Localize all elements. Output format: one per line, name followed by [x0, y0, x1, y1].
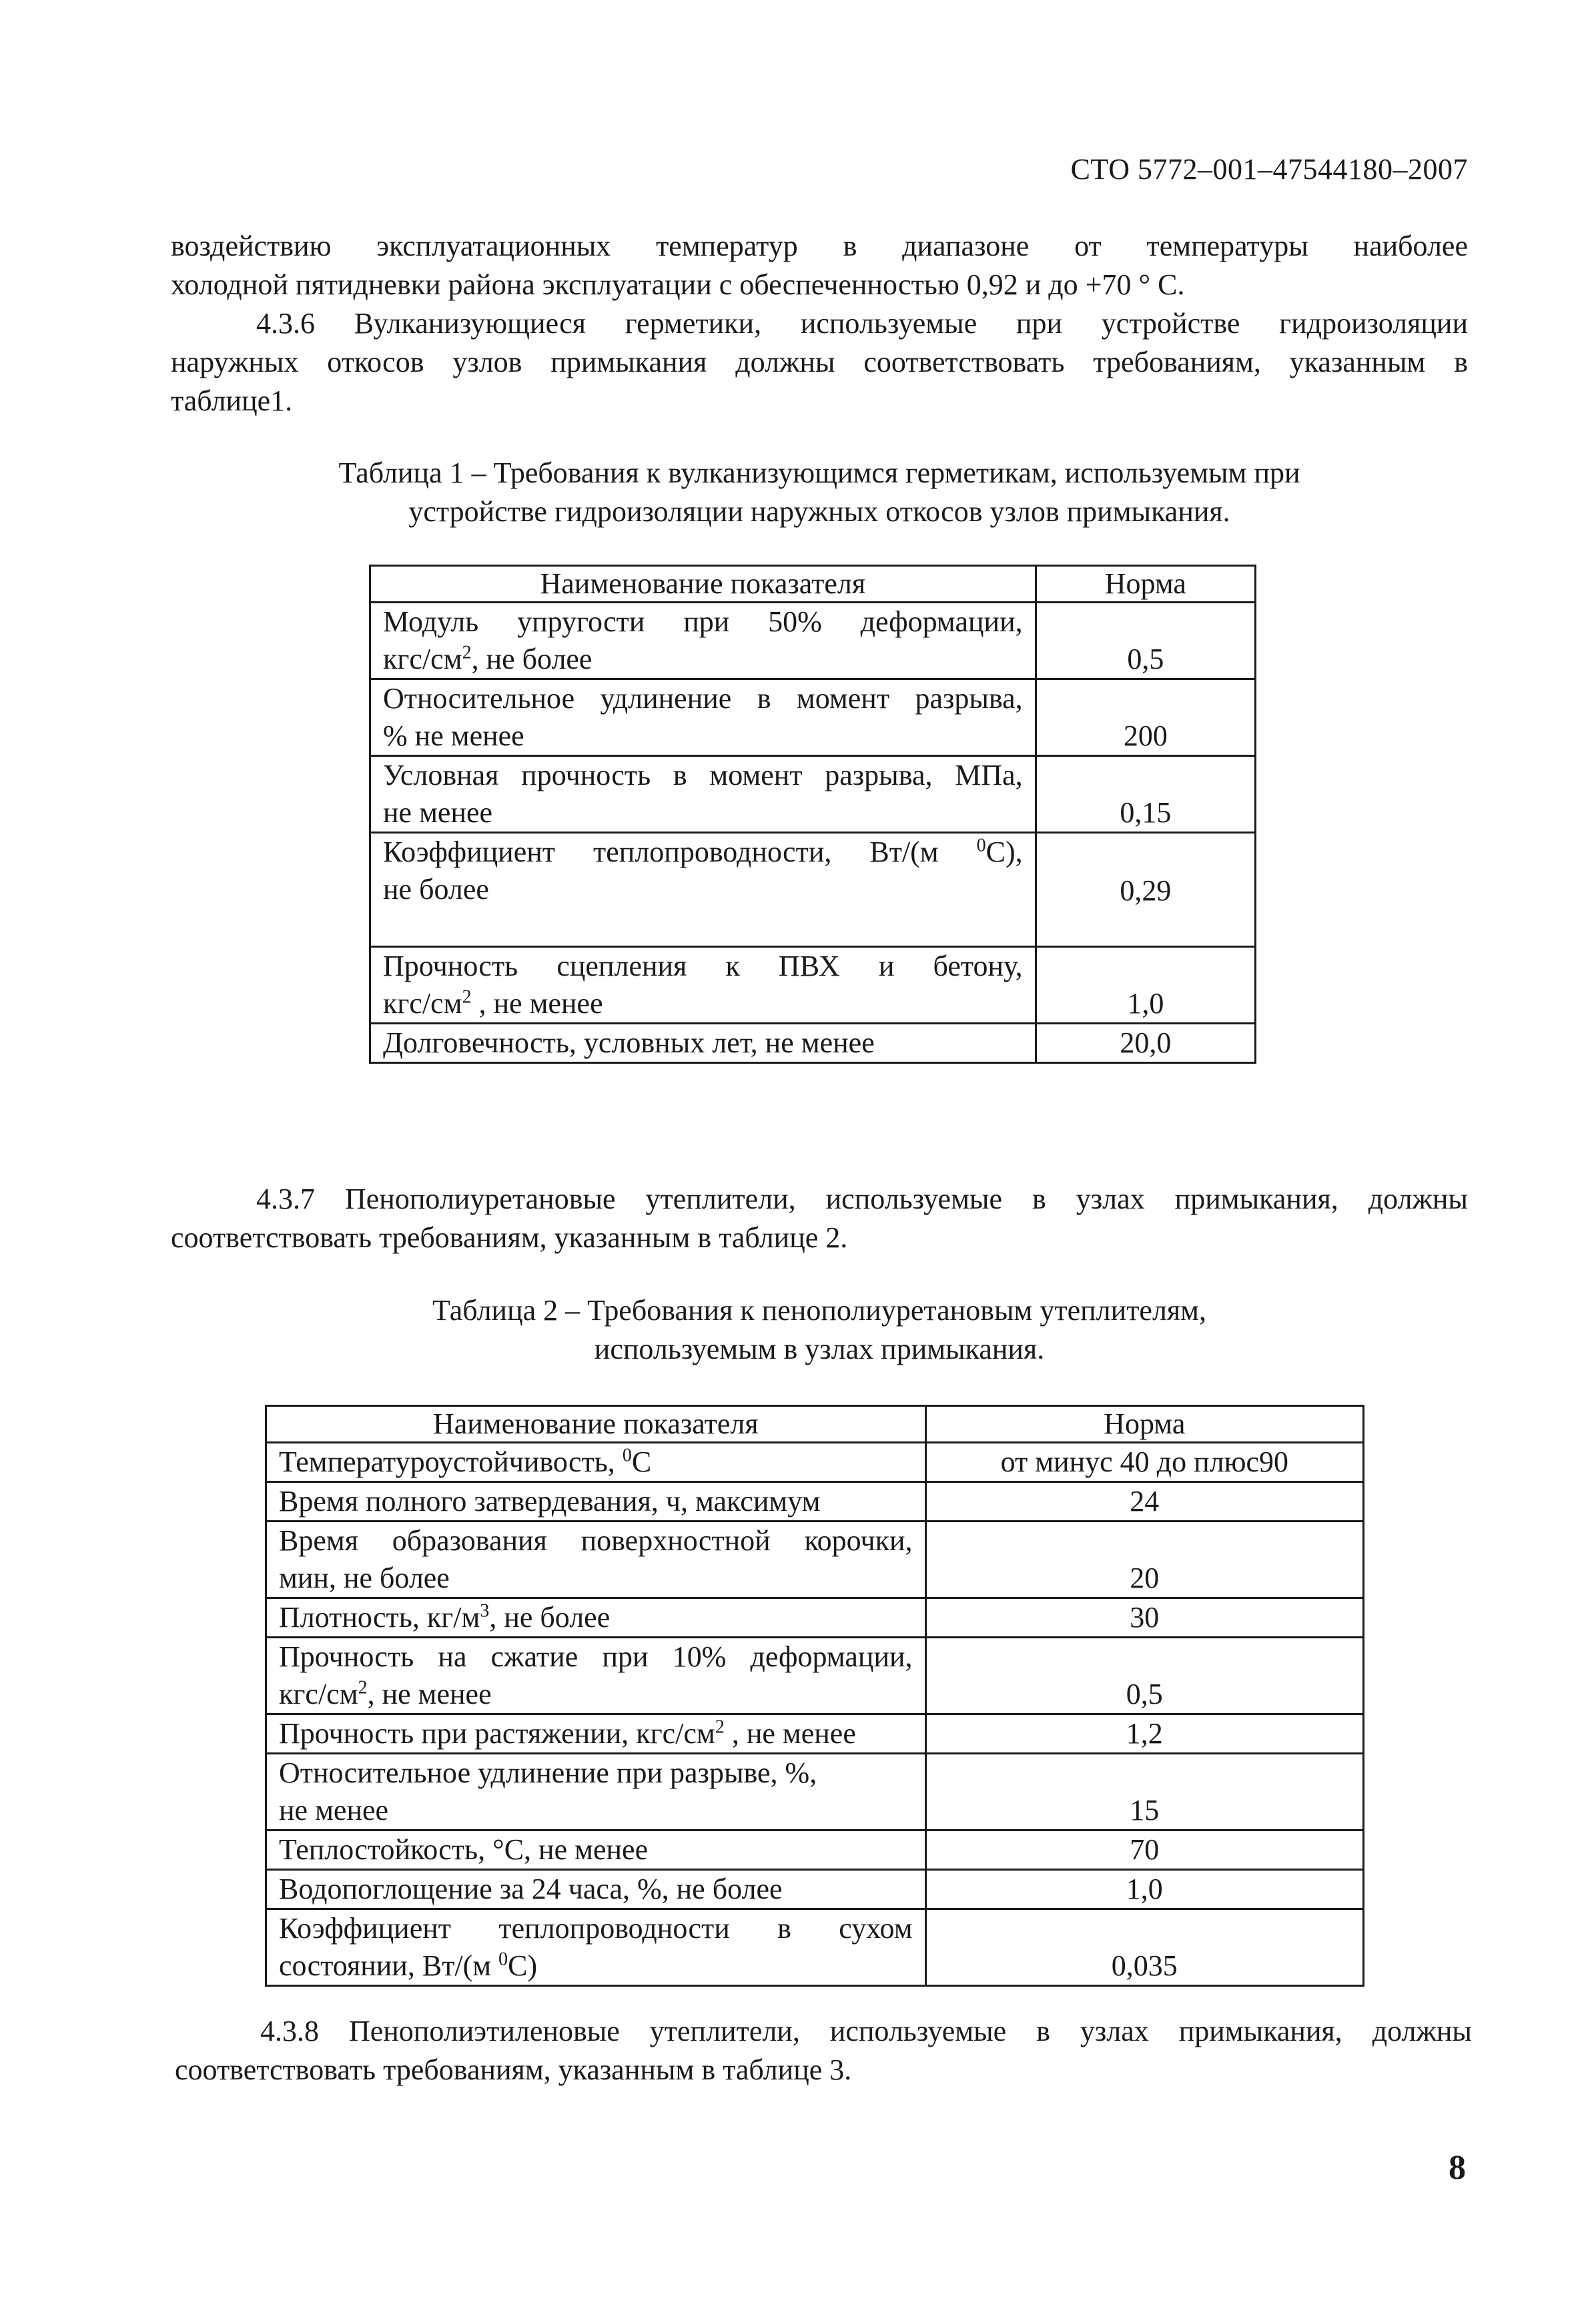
p438-line-1: 4.3.8 Пенополиэтиленовые утеплители, используемые в узлах примыкания, должны — [260, 2015, 1472, 2047]
p436-line-3: таблице1. — [171, 384, 293, 417]
p437-line-2: соответствовать требованиям, указанным в таблице 2. — [171, 1221, 848, 1254]
table2 — [265, 1405, 1364, 1987]
table2-row8-name: Теплостойкость, °С, не менее — [266, 1831, 926, 1870]
table-row — [370, 756, 1256, 833]
table-row — [266, 1638, 1364, 1714]
table-row — [266, 1443, 1364, 1482]
table-row — [266, 1522, 1364, 1598]
table2-row1-norm: от минус 40 до плюс90 — [925, 1443, 1363, 1482]
table-row — [370, 833, 1256, 947]
table1-caption — [171, 454, 1468, 531]
table1-row4-norm: 0,29 — [1036, 833, 1255, 947]
table2-row4-name: Плотность, $кг/м^3$, не более — [266, 1598, 926, 1638]
table2-row5-name: Прочность на сжатие при 10% деформации, кгс/$см^2$, не менее — [266, 1638, 926, 1714]
p436-line-2: наружных откосов узлов примыкания должны соответствовать требованиям, указанным в — [171, 346, 1468, 378]
table2-row6-name: Прочность при растяжении, кгс/$см^2$ , не менее — [266, 1714, 926, 1754]
table2-row2-name: Время полного затвердевания, ч, максимум — [266, 1482, 926, 1522]
table1-row3-norm: 0,15 — [1036, 756, 1255, 833]
table2-header-row — [266, 1406, 1364, 1443]
intro-line-1: воздействию эксплуатационных температур в диапазоне от температуры наиболее — [171, 230, 1468, 262]
table-row — [370, 1024, 1256, 1063]
p436-line-1: 4.3.6 Вулканизующиеся герметики, используемые при устройстве гидроизоляции — [256, 307, 1468, 340]
table1-row1-norm: 0,5 — [1036, 603, 1255, 679]
table2-row2-norm: 24 — [925, 1482, 1363, 1522]
table1-row6-norm: 20,0 — [1036, 1024, 1255, 1063]
table2-header-norm: Норма — [925, 1406, 1363, 1443]
paragraph-4-3-7 — [171, 1180, 1468, 1257]
table2-row3-name: Время образования поверхностной корочки, мин, не более — [266, 1522, 926, 1598]
intro-line-2: холодной пятидневки района эксплуатации с обеспеченностью 0,92 и до +70 ° С. — [171, 268, 1185, 301]
table2-row5-norm: 0,5 — [925, 1638, 1363, 1714]
table2-row10-name: Коэффициент теплопроводности в сухом состоянии, Вт/(м $^0$С) — [266, 1909, 926, 1986]
table-row — [266, 1754, 1364, 1831]
table-row — [266, 1598, 1364, 1638]
table2-row7-name: Относительное удлинение при разрыве, %, не менее — [266, 1754, 926, 1831]
table1-row1-name: Модуль упругости при 50% деформации, кгс/$см^2$, не более — [370, 603, 1036, 679]
table1-row3-name: Условная прочность в момент разрыва, МПа, не менее — [370, 756, 1036, 833]
table2-row1-name: Температуроустойчивость, $^0$С — [266, 1443, 926, 1482]
table2-header-name: Наименование показателя — [266, 1406, 926, 1443]
table2-row9-norm: 1,0 — [925, 1870, 1363, 1909]
document-code: СТО 5772–001–47544180–2007 — [1070, 153, 1468, 186]
table-row — [266, 1714, 1364, 1754]
table2-caption-line-1: Таблица 2 – Требования к пенополиуретановым утеплителям, — [432, 1294, 1206, 1327]
paragraph-4-3-8 — [175, 2012, 1472, 2089]
table1-row2-name: Относительное удлинение в момент разрыва, % не менее — [370, 679, 1036, 756]
table-row — [266, 1482, 1364, 1522]
table1-row6-name: Долговечность, условных лет, не менее — [370, 1024, 1036, 1063]
p437-line-1: 4.3.7 Пенополиуретановые утеплители, используемые в узлах примыкания, должны — [256, 1183, 1468, 1215]
table1-caption-line-1: Таблица 1 – Требования к вулканизующимся герметикам, используемым при — [338, 456, 1300, 489]
table2-caption — [171, 1291, 1468, 1369]
table1-header-name: Наименование показателя — [370, 566, 1036, 603]
table1-header-norm: Норма — [1036, 566, 1255, 603]
table1-row2-norm: 200 — [1036, 679, 1255, 756]
table-row — [266, 1870, 1364, 1909]
table1-header-row — [370, 566, 1256, 603]
paragraph-4-3-6 — [171, 304, 1468, 420]
table-row — [266, 1909, 1364, 1986]
table-row — [370, 947, 1256, 1024]
table2-row4-norm: 30 — [925, 1598, 1363, 1638]
table-row — [370, 603, 1256, 679]
table2-row10-norm: 0,035 — [925, 1909, 1363, 1986]
table2-row6-norm: 1,2 — [925, 1714, 1363, 1754]
p438-line-2: соответствовать требованиям, указанным в таблице 3. — [175, 2053, 852, 2086]
table1-row4-name: Коэффициент теплопроводности, Вт/(м $^0$С), не более — [370, 833, 1036, 947]
table-row — [266, 1831, 1364, 1870]
table1-caption-line-2: устройстве гидроизоляции наружных откосов узлов примыкания. — [408, 495, 1230, 528]
table2-row7-norm: 15 — [925, 1754, 1363, 1831]
table2-caption-line-2: используемым в узлах примыкания. — [594, 1333, 1045, 1365]
table-row — [370, 679, 1256, 756]
page-number: 8 — [1449, 2149, 1466, 2187]
table2-row9-name: Водопоглощение за 24 часа, %, не более — [266, 1870, 926, 1909]
table1-row5-norm: 1,0 — [1036, 947, 1255, 1024]
table2-row8-norm: 70 — [925, 1831, 1363, 1870]
table1 — [369, 565, 1256, 1064]
table1-row5-name: Прочность сцепления к ПВХ и бетону, кгс/$см^2$ , не менее — [370, 947, 1036, 1024]
intro-paragraph — [171, 227, 1468, 304]
table2-row3-norm: 20 — [925, 1522, 1363, 1598]
